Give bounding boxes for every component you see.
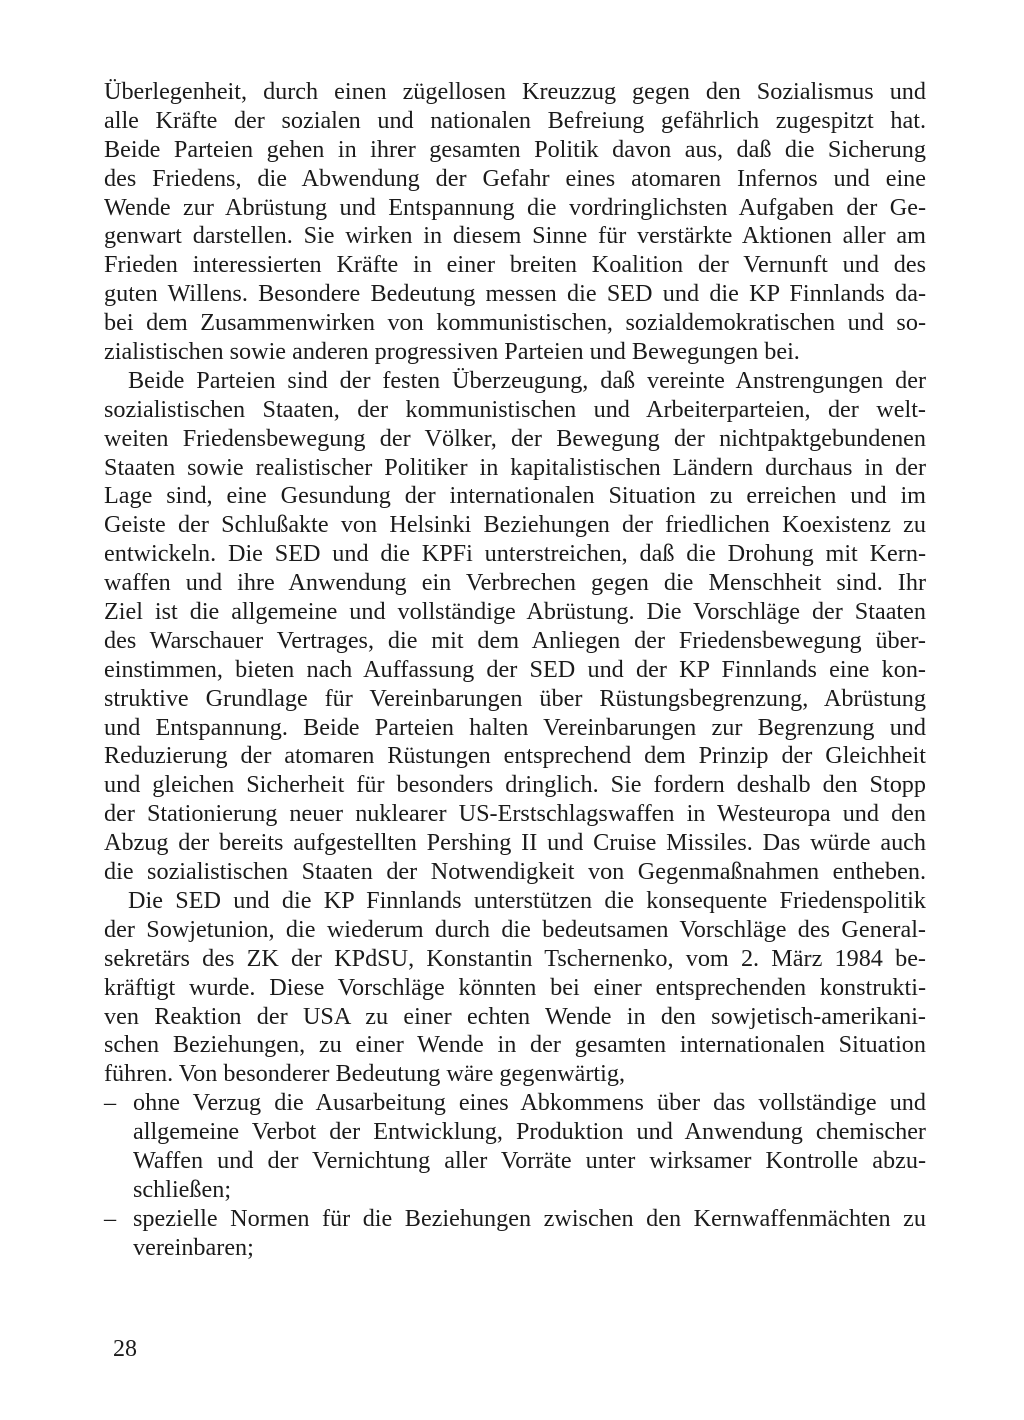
text-line: Frieden interessierten Kräfte in einer breiten Koalition der Vernunft und des [104, 251, 926, 279]
text-line: schen Beziehungen, zu einer Wende in der gesamten internationalen Situation [104, 1031, 926, 1059]
list-item-line: allgemeine Verbot der Entwicklung, Produktion und Anwendung chemischer [133, 1118, 926, 1146]
text-line: ven Reaktion der USA zu einer echten Wende in den sowjetisch-amerikani- [104, 1002, 926, 1030]
text-line: bei dem Zusammenwirken von kommunistischen, sozialdemokratischen und so- [104, 309, 926, 337]
text-line: struktive Grundlage für Vereinbarungen über Rüstungsbegrenzung, Abrüstung [104, 684, 926, 712]
text-line: entwickeln. Die SED und die KPFi unterstreichen, daß die Drohung mit Kern- [104, 540, 926, 568]
text-line: weiten Friedensbewegung der Völker, der Bewegung der nichtpaktgebundenen [104, 424, 926, 452]
text-line: zialistischen sowie anderen progressiven Parteien und Bewegungen bei. [104, 338, 800, 366]
text-line: und Entspannung. Beide Parteien halten Vereinbarungen zur Begrenzung und [104, 713, 926, 741]
text-line: Ziel ist die allgemeine und vollständige Abrüstung. Die Vorschläge der Staaten [104, 598, 926, 626]
text-line: der Stationierung neuer nuklearer US-Erstschlagswaffen in Westeuropa und den [104, 800, 926, 828]
text-line: kräftigt wurde. Diese Vorschläge könnten bei einer entsprechenden konstrukti- [104, 973, 926, 1001]
list-item-line: Waffen und der Vernichtung aller Vorräte unter wirksamer Kontrolle abzu- [133, 1146, 926, 1174]
text-line: Reduzierung der atomaren Rüstungen entsprechend dem Prinzip der Gleichheit [104, 742, 926, 770]
page-number: 28 [113, 1336, 137, 1362]
text-line: genwart darstellen. Sie wirken in diesem Sinne für verstärkte Aktionen aller am [104, 222, 926, 250]
text-line: waffen und ihre Anwendung ein Verbrechen gegen die Menschheit sind. Ihr [104, 569, 926, 597]
text-line: Beide Parteien sind der festen Überzeugung, daß vereinte Anstrengungen der [128, 366, 926, 394]
body-text [104, 78, 926, 1263]
list-item-text: spezielle Normen für die Beziehungen zwischen den Kernwaffenmächten zu [133, 1204, 926, 1232]
text-line: Beide Parteien gehen in ihrer gesamten Politik davon aus, daß die Sicherung [104, 135, 926, 163]
text-line: und gleichen Sicherheit für besonders dringlich. Sie fordern deshalb den Stopp [104, 771, 926, 799]
text-line: Überlegenheit, durch einen zügellosen Kreuzzug gegen den Sozialismus und [104, 78, 926, 105]
list-item-line [104, 1205, 926, 1234]
text-line: guten Willens. Besondere Bedeutung messen die SED und die KP Finnlands da- [104, 280, 926, 308]
list-item-line: vereinbaren; [133, 1233, 254, 1261]
text-line: Geiste der Schlußakte von Helsinki Beziehungen der friedlichen Koexistenz zu [104, 511, 926, 539]
text-line: Die SED und die KP Finnlands unterstützen die konsequente Friedenspolitik [128, 886, 926, 914]
text-line: führen. Von besonderer Bedeutung wäre gegenwärtig, [104, 1060, 625, 1088]
text-line: Wende zur Abrüstung und Entspannung die vordringlichsten Aufgaben der Ge- [104, 193, 926, 221]
list-item-line [104, 1089, 926, 1118]
text-line: der Sowjetunion, die wiederum durch die bedeutsamen Vorschläge des General- [104, 915, 926, 943]
text-line: alle Kräfte der sozialen und nationalen Befreiung gefährlich zugespitzt hat. [104, 106, 926, 134]
text-line: einstimmen, bieten nach Auffassung der SED und der KP Finnlands eine kon- [104, 655, 926, 683]
text-line: des Warschauer Vertrages, die mit dem Anliegen der Friedensbewegung über- [104, 626, 926, 654]
text-line: die sozialistischen Staaten der Notwendigkeit von Gegenmaßnahmen entheben. [104, 858, 926, 886]
text-line: Abzug der bereits aufgestellten Pershing II und Cruise Missiles. Das würde auch [104, 829, 926, 857]
list-item-line: schließen; [133, 1175, 232, 1203]
text-line: sozialistischen Staaten, der kommunistischen und Arbeiterparteien, der welt- [104, 395, 926, 423]
dash-bullet: – [104, 1204, 117, 1232]
text-line: des Friedens, die Abwendung der Gefahr eines atomaren Infernos und eine [104, 164, 926, 192]
text-line: Lage sind, eine Gesundung der internationalen Situation zu erreichen und im [104, 482, 926, 510]
list-item-text: ohne Verzug die Ausarbeitung eines Abkommens über das vollständige und [133, 1089, 926, 1117]
dash-bullet: – [104, 1089, 117, 1117]
text-line: sekretärs des ZK der KPdSU, Konstantin Tschernenko, vom 2. März 1984 be- [104, 944, 926, 972]
text-line: Staaten sowie realistischer Politiker in kapitalistischen Ländern durchaus in der [104, 453, 926, 481]
